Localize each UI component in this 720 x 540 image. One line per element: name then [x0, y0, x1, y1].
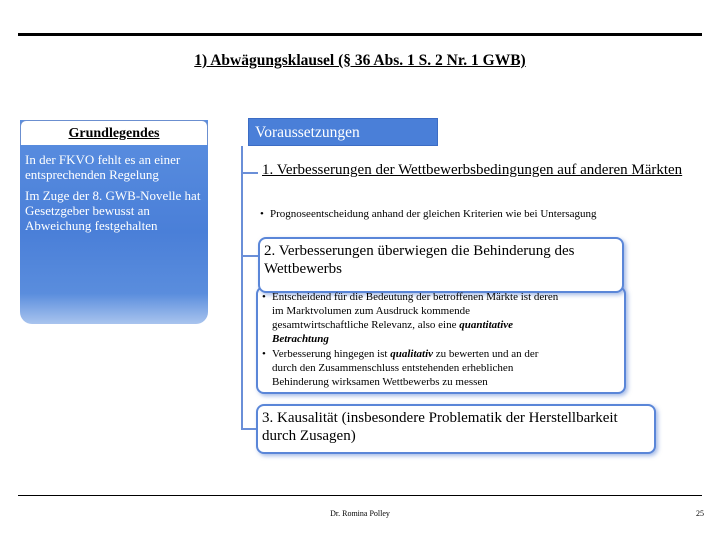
bottom-rule — [18, 495, 702, 496]
item-3-heading: 3. Kausalität (insbesondere Problematik der Herstellbarkeit durch Zusagen) — [256, 404, 656, 454]
connector-item-1 — [241, 172, 258, 174]
item-2-bullet-1-line-2: im Marktvolumen zum Ausdruck kommende — [272, 305, 470, 317]
quantitative-emphasis: quantitative — [459, 319, 514, 331]
item-2-bullet-1-line-4: Betrachtung — [272, 333, 329, 345]
item-2-bullet-2-line-3: Behinderung wirksamen Wettbewerbs zu messen — [272, 376, 488, 388]
item-1-bullet-text: Prognoseentscheidung anhand der gleichen Kriterien wie bei Untersagung — [270, 208, 597, 220]
item-2-heading: 2. Verbesserungen überwiegen die Behinderung des Wettbewerbs — [258, 237, 624, 293]
item-2-bullet-2-pre: Verbesserung hingegen ist — [272, 348, 391, 360]
item-2-bullet-2-post: zu bewerten und an der — [433, 348, 539, 360]
bullet-dot: • — [262, 291, 266, 303]
item-2-bullet-1-line-1: Entscheidend für die Bedeutung der betroffenen Märkte ist deren — [272, 291, 559, 303]
left-body — [25, 152, 205, 239]
qualitative-emphasis: qualitativ — [390, 348, 434, 360]
item-1-heading: 1. Verbesserungen der Wettbewerbsbedingungen auf anderen Märkten — [258, 158, 688, 182]
left-paragraph-2: Im Zuge der 8. GWB-Novelle hat Gesetzgeber bewusst an Abweichung festgehalten — [25, 188, 201, 233]
item-2-bullet-1-line-3-text: gesamtwirtschaftliche Relevanz, also eine — [272, 319, 460, 331]
left-header: Grundlegendes — [20, 120, 208, 145]
left-paragraph-1: In der FKVO fehlt es an einer entsprechenden Regelung — [25, 152, 181, 182]
slide-title: 1) Abwägungsklausel (§ 36 Abs. 1 S. 2 Nr. 1 GWB) — [194, 52, 526, 69]
item-2-bullet-2 — [262, 347, 624, 389]
item-2-bullet-2-line-2: durch den Zusammenschluss entstehenden erheblichen — [272, 362, 514, 374]
footer-author: Dr. Romina Polley — [330, 509, 390, 518]
right-header: Voraussetzungen — [248, 118, 438, 146]
tree-connector — [241, 146, 243, 430]
item-2-bullet-1 — [262, 290, 624, 346]
item-1-bullet — [260, 207, 700, 221]
connector-item-2 — [241, 255, 258, 257]
bullet-dot: • — [260, 208, 264, 220]
page-number: 25 — [696, 509, 704, 518]
item-2-bullet-1-line-3 — [262, 318, 624, 332]
bullet-dot: • — [262, 348, 266, 360]
top-rule — [18, 33, 702, 36]
